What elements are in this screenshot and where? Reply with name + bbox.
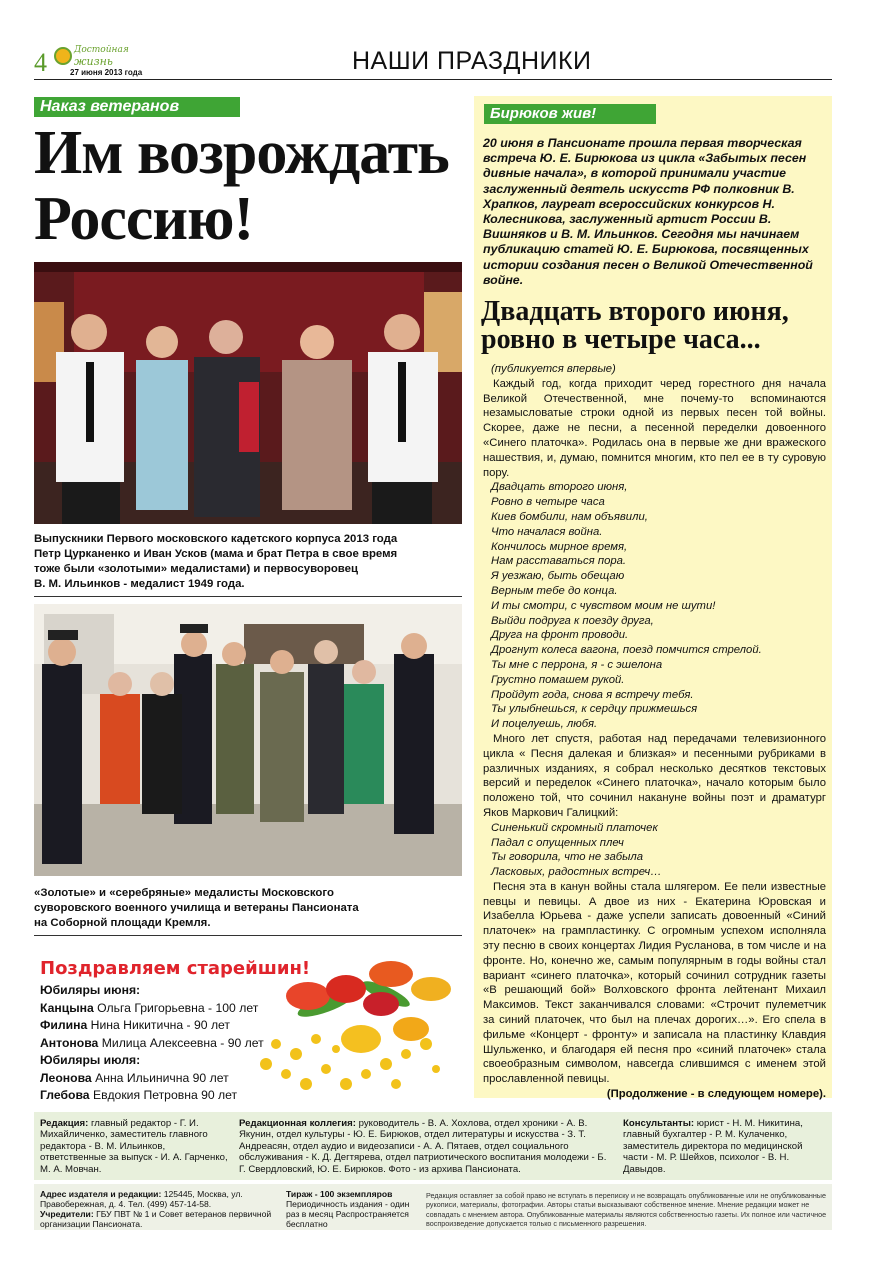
jubilee-july-label: Юбиляры июля: xyxy=(40,1053,141,1067)
poem-line: Я уезжаю, быть обещаю xyxy=(491,570,625,583)
caption-cadets-line4: В. М. Ильинков - медалист 1949 года. xyxy=(34,578,245,590)
headline xyxy=(34,120,454,252)
jubilee-item xyxy=(40,1070,280,1088)
jubilee-item xyxy=(40,1017,280,1035)
headline-line1: Им возрождать xyxy=(34,119,449,187)
continued-note: (Продолжение - в следующем номере). xyxy=(606,1088,826,1101)
jubilee-surname: Глебова xyxy=(40,1088,90,1102)
photo-kremlin-image xyxy=(34,604,462,876)
poem-line: И ты смотри, с чувством моим не шути! xyxy=(491,599,716,612)
consultants: Консультанты: юрист - Н. М. Никитина, главный бухгалтер - Р. М. Кулаченко, заместитель директора по медицинской части - М. Р. Шейхов, психолог - В. Н. Давыдов. xyxy=(623,1118,803,1175)
issue-date: 27 июня 2013 года xyxy=(70,68,143,77)
poem-line: Что началася война. xyxy=(491,525,603,538)
paragraph: Каждый год, когда приходит черед горестного дня начала Великой Отечественной, мне почему-то вспоминаются незамысловатые строки одной из первых песен той войны. Скорее, даже не песни, а песенной переделки довоенного «Синего платочка». Родилась она в первые же дни вражеского нашествия, и, думаю, помнится многим, кто пел ее в ту суровую пору. xyxy=(483,377,826,479)
congrats-title: Поздравляем старейшин! xyxy=(40,958,311,979)
editorial-credits: Редакция: главный редактор - Г. И. Михайличенко, заместитель главного редактора - В. М. Ильинков, ответственные за выпуск - И. А. Гарченко, М. А. Мовчан. xyxy=(40,1118,228,1175)
caption-kremlin-line2: суворовского военного училища и ветераны Пансионата xyxy=(34,902,359,914)
jubilee-details: Нина Никитична - 90 лет xyxy=(90,1018,231,1032)
poem-line: Падал с опущенных плеч xyxy=(491,836,624,849)
poem-line: Ты улыбнешься, к сердцу прижмешься xyxy=(491,703,698,716)
rubric-right: Бирюков жив! xyxy=(484,104,656,124)
caption-cadets-line1: Выпускники Первого московского кадетского корпуса 2013 года xyxy=(34,533,398,545)
poem-line: Синенький скромный платочек xyxy=(491,821,658,834)
poem-line: Дрогнут колеса вагона, поезд помчится стрелой. xyxy=(491,644,762,657)
poem-line: Друга на фронт проводи. xyxy=(491,629,629,642)
jubilee-item xyxy=(40,1035,280,1053)
jubilee-details: Евдокия Петровна 90 лет xyxy=(92,1088,238,1102)
jubilee-surname: Антонова xyxy=(40,1035,99,1050)
header-divider xyxy=(34,79,832,80)
caption-kremlin-line3: на Соборной площади Кремля. xyxy=(34,917,211,929)
poem-line: Нам расставаться пора. xyxy=(491,555,627,568)
poem-line: Грустно помашем рукой. xyxy=(491,673,625,686)
publisher-address: Адрес издателя и редакции: 125445, Москва, ул. Правобережная, д. 4. Тел. (499) 457-14-58. Учредители: ГБУ ПВТ № 1 и Совет ветеранов первичной организации Пансионата. xyxy=(40,1189,272,1229)
jubilee-item xyxy=(40,1087,280,1105)
paragraph: Песня эта в канун войны стала шлягером. Ее пели известные певцы и певицы. А двое из них - Екатерина Юровская и Изабелла Юрьева - даже успели записать довоенный «Синий платочек» на грампластинку. С огромным успехом исполняла эту песню в своих концертах Лидия Русланова, в том числе и на фронте. Но, конечно же, самым популярным в годы войны стал вариант «синего платочка», который сочинил сотрудник газеты «В решающий бой» Волховского фронта лейтенант Михаил Максимов. Текст заканчивался словами: «Строчит пулеметчик за синий платочек, что был на плечах дорогих…». Его спела в фильме «Концерт - фронту» и записала на пластинку Клавдия Шульженко, и благодаря ей песня про «синий платочек» стала своеобразным символом, навсегда слившимся с именем этой прославленной певицы. xyxy=(483,880,826,1086)
caption-cadets xyxy=(34,532,464,592)
poem-line: Киев бомбили, нам объявили, xyxy=(491,510,648,523)
logo-sun-icon xyxy=(54,47,72,65)
publication-note: (публикуется впервые) xyxy=(491,363,616,375)
caption-cadets-line2: Петр Цурканенко и Иван Усков (мама и брат Петра в свое время xyxy=(34,548,398,560)
jubilee-details: Анна Ильинична 90 лет xyxy=(95,1070,229,1085)
poem-line: Ровно в четыре часа xyxy=(491,496,605,509)
poem-line: Ласковых, радостных встреч… xyxy=(491,866,662,879)
headline-line2: Россию! xyxy=(34,185,254,253)
jubilee-surname: Филина xyxy=(40,1018,88,1032)
section-title: НАШИ ПРАЗДНИКИ xyxy=(352,47,592,75)
poem-line: Ты говорила, что не забыла xyxy=(491,851,644,864)
poem-line: Ты мне с перрона, я - с эшелона xyxy=(491,658,663,671)
photo-cadets-image xyxy=(34,262,462,524)
caption-divider-2 xyxy=(34,935,462,936)
page-number: 4 xyxy=(34,48,47,77)
article-subhead xyxy=(481,298,831,354)
subhead-line2: ровно в четыре часа... xyxy=(481,324,761,355)
caption-divider xyxy=(34,596,462,597)
poem-verse xyxy=(483,821,826,880)
photo-cadets xyxy=(34,262,462,524)
jubilee-list xyxy=(40,982,280,1105)
disclaimer: Редакция оставляет за собой право не вступать в переписку и не возвращать опубликованные или не опубликованные рукописи, материалы, фотографии. Авторы статьи высказывают собственное мнение. Мнение редакции может не совпадать с мнением автора. Опубликованные материалы являются собственностью газеты. Их полное или частичное воспроизведение допускается только с письменного разрешения. xyxy=(426,1191,827,1229)
circulation-info: Тираж - 100 экземпляров Периодичность издания - один раз в месяц Распространяется бесплатно xyxy=(286,1189,410,1229)
poem-verse xyxy=(483,480,826,732)
poem-line: И поцелуешь, любя. xyxy=(491,718,598,731)
poem-line: Кончилось мирное время, xyxy=(491,540,628,553)
jubilee-surname: Канцына xyxy=(40,1000,94,1015)
editorial-board: Редакционная коллегия: руководитель - В. А. Хохлова, отдел хроники - А. В. Якунин, отдел культуры - Ю. Е. Бирюков, отдел литературы и искусства - З. Т. Андреасян, отдел аудио и видеозаписи - А. А. Пятаев, отдел социального обслуживания - К. Д. Дегтярева, отдел патриотического воспитания молодежи - Б. Г. Свердловский, Ю. Е. Бирюков. Фото - из архива Пансионата. xyxy=(239,1118,607,1175)
jubilee-surname: Леонова xyxy=(40,1070,92,1085)
jubilee-details: Милица Алексеевна - 90 лет xyxy=(101,1035,264,1050)
rubric-left: Наказ ветеранов xyxy=(34,97,240,117)
paragraph: Много лет спустя, работая над передачами телевизионного цикла « Песня далекая и близкая» и песенными рубриками в различных изданиях, я собрал несколько десятков текстовых версий и переделок «Синего платочка», начало которым было положено той, что сочинил накануне войны поэт и драматург Яков Маркович Галицкий: xyxy=(483,732,826,819)
poem-line: Двадцать второго июня, xyxy=(491,481,628,494)
logo-line1: Достойная xyxy=(74,45,129,55)
poem-line: Пройдут года, снова я встречу тебя. xyxy=(491,688,694,701)
logo-line2: жизнь xyxy=(74,55,113,68)
poem-line: Верным тебе до конца. xyxy=(491,584,618,597)
caption-kremlin xyxy=(34,886,464,931)
photo-kremlin xyxy=(34,604,462,876)
article-body xyxy=(483,362,826,1102)
caption-kremlin-line1: «Золотые» и «серебряные» медалисты Московского xyxy=(34,887,334,899)
jubilee-item xyxy=(40,1000,280,1018)
subhead-line1: Двадцать второго июня, xyxy=(481,296,789,327)
jubilee-details: Ольга Григорьевна - 100 лет xyxy=(97,1000,259,1015)
poem-line: Выйди подруга к поезду друга, xyxy=(491,614,654,627)
caption-cadets-line3: тоже были «золотыми» медалистами) и первосуворовец xyxy=(34,563,358,575)
article-intro: 20 июня в Пансионате прошла первая творческая встреча Ю. Е. Бирюкова из цикла «Забытых песен дивные начала», в которой принимали участие заслуженный деятель искусств РФ полковник В. Храпков, лауреат всероссийских конкурсов Н. Колесникова, заслуженный артист России В. Вишняков и В. М. Ильинков. Сегодня мы начинаем публикацию статей Ю. Е. Бирюкова, посвященных истории создания песен о Великой Отечественной войне. xyxy=(483,136,813,287)
jubilee-june-label: Юбиляры июня: xyxy=(40,983,141,997)
